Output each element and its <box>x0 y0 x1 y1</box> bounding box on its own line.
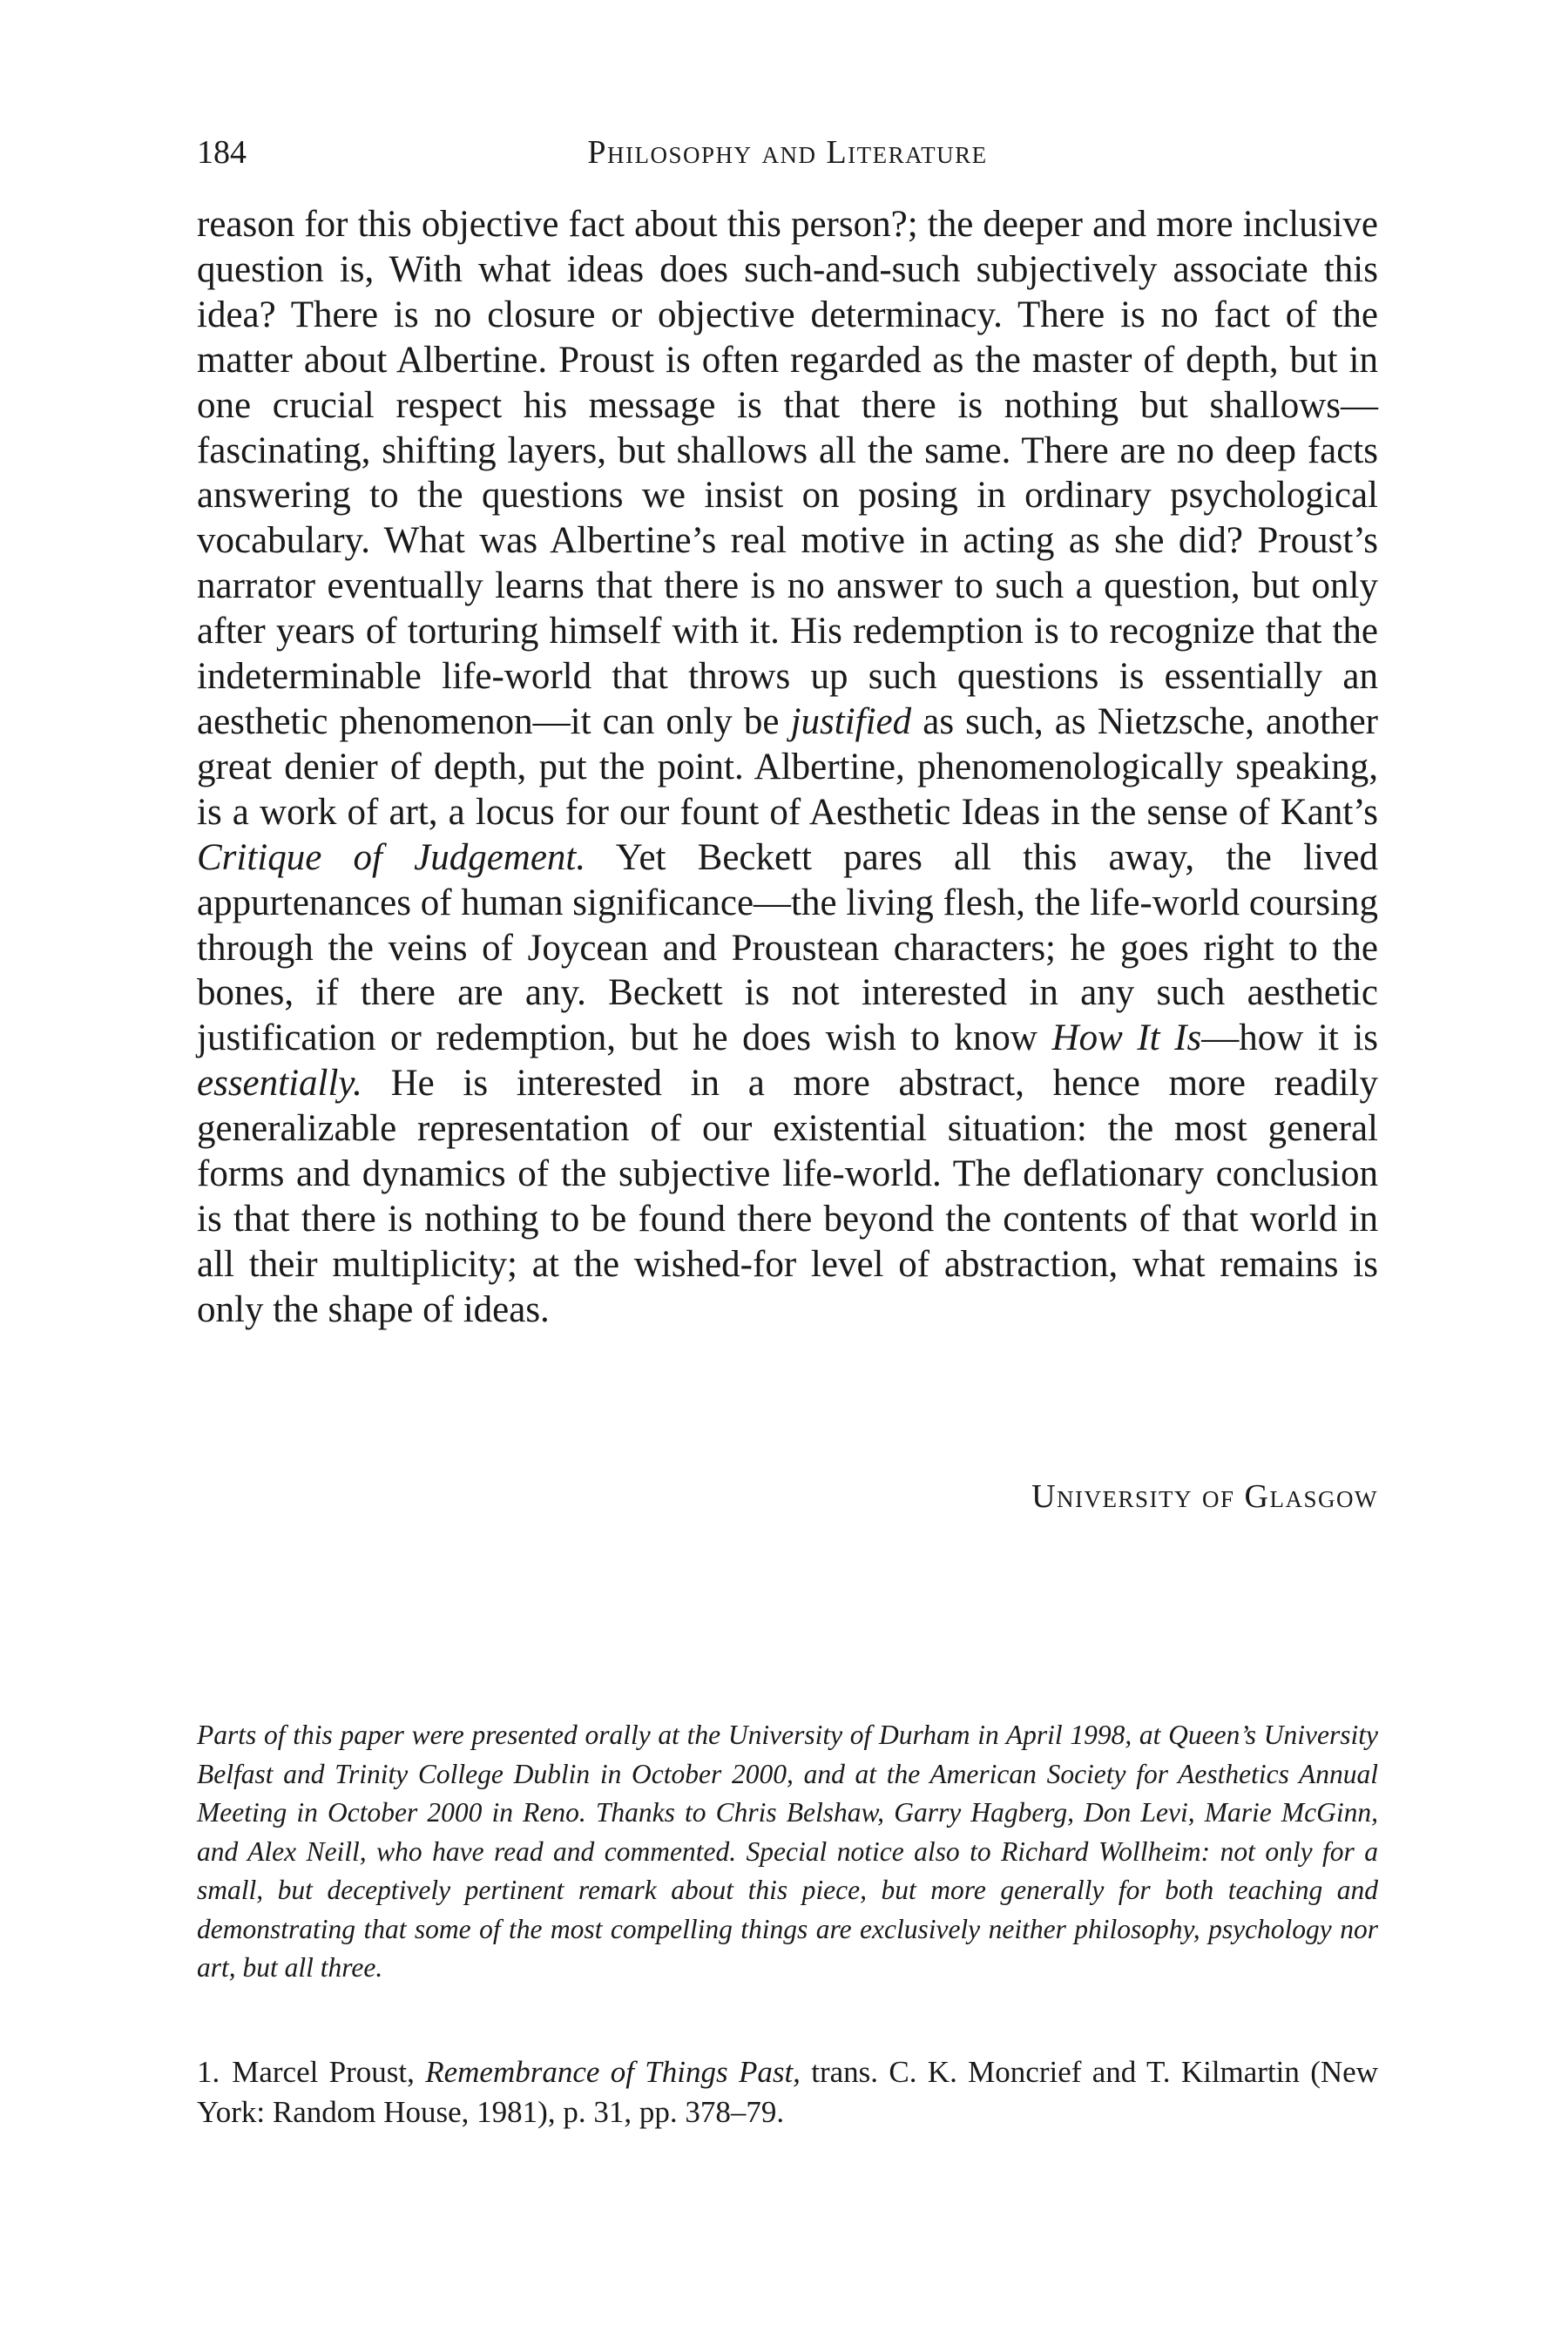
page-header <box>197 131 1378 183</box>
book-title-how-it-is: How It Is <box>1051 1017 1202 1059</box>
body-text-segment: reason for this objective fact about this person?; the deeper and more inclusive question is, With what ideas does such-and-such subjectively associate this idea? There is no closure or objective determinacy. There is no fact of the matter about Albertine. Proust is often regarded as the master of depth, but in one crucial respect his message is that there is nothing but shallows—fascinating, shifting layers, but shallows all the same. There are no deep facts answering to the questions we insist on posing in ordinary psychological vocabulary. What was Albertine’s real motive in acting as she did? Proust’s narrator eventually learns that there is no answer to such a question, but only after years of torturing himself with it. His redemption is to recognize that the indeterminable life-world that throws up such questions is essentially an aesthetic phenomenon—it can only be <box>197 204 1378 742</box>
body-text-segment: He is interested in a more abstract, hence more readily generalizable representation of our existential situation: the most general forms and dynamics of the subjective life-world. The deflationary conclusion is that there is nothing to be found there beyond the contents of that world in all their multiplicity; at the wished-for level of abstraction, what remains is only the shape of ideas. <box>197 1063 1378 1330</box>
author-affiliation: University of Glasgow <box>1031 1478 1378 1515</box>
page-number: 184 <box>197 134 247 171</box>
body-paragraph <box>197 202 1378 1333</box>
body-text-segment: —how it is <box>1201 1017 1379 1059</box>
book-title-critique: Critique of Judgement. <box>197 836 586 878</box>
acknowledgment-note: Parts of this paper were presented orally at the University of Durham in April 1998, at Queen’s University Belfast and Trinity College Dublin in October 2000, and at the American Society for Aesthetics Annual Meeting in October 2000 in Reno. Thanks to Chris Belshaw, Garry Hagberg, Don Levi, Marie McGinn, and Alex Neill, who have read and commented. Special notice also to Richard Wollheim: not only for a small, but deceptively pertinent remark about this piece, but more generally for both teaching and demonstrating that some of the most compelling things are exclusively neither philosophy, psychology nor art, but all three. <box>197 1720 1378 1983</box>
emphasis-essentially: essentially. <box>197 1063 362 1105</box>
footnote <box>197 2052 1378 2132</box>
body-text-segment: Yet Beckett pares all this away, the lived appurtenances of human significance—the living flesh, the life-world coursing through the veins of Joycean and Proustean characters; he goes right to the bones, if there are any. Beckett is not interested in any such aesthetic justification or redemption, but he does wish to know <box>197 836 1378 1059</box>
footnote-text: Marcel Proust, <box>232 2055 426 2089</box>
emphasis-justified: justified <box>790 700 912 742</box>
footnote-number: 1. <box>197 2055 220 2089</box>
body-text-segment: as such, as Nietzsche, another great denier of depth, put the point. Albertine, phenomenologically speaking, is a work of art, a locus for our fount of Aesthetic Ideas in the sense of Kant’s <box>197 700 1378 833</box>
footnote-text: trans. C. K. Moncrief and T. Kilmartin (New York: Random House, 1981), p. 31, pp. 378–79. <box>197 2055 1378 2129</box>
running-head: Philosophy and Literature <box>587 134 988 171</box>
footnote-book-title: Remembrance of Things Past, <box>425 2055 801 2089</box>
